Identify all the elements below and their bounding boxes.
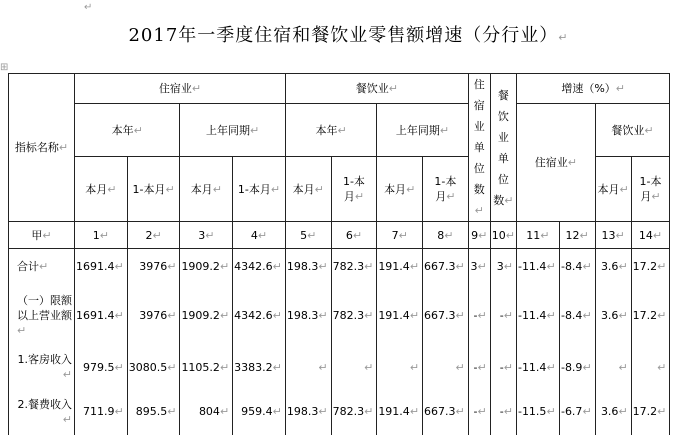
row-label: 合计↵ [9,249,75,285]
table-cell: 1909.2↵ [180,284,233,346]
table-cell: 1691.4↵ [75,284,128,346]
table-cell: 782.3↵ [331,249,377,285]
table-cell: ↵ [631,346,670,388]
growth-header: 增速（%）↵ [516,74,669,104]
table-cell: 3976↵ [127,284,180,346]
col-this-month: 本月↵ [377,157,423,222]
table-cell: 198.3↵ [285,388,331,435]
code-cell: 6↵ [331,222,377,249]
growth-lodging-header: 住宿业↵ [516,104,595,222]
code-cell: 3↵ [180,222,233,249]
lodging-header: 住宿业↵ [75,74,286,104]
table-cell: -11.4↵ [516,249,559,285]
catering-last-year: 上年同期↵ [377,104,468,157]
table-cell: 895.5↵ [127,388,180,435]
lodging-this-year: 本年↵ [75,104,180,157]
col-jan-to-month: 1-本 月↵ [423,157,469,222]
lodging-last-year: 上年同期↵ [180,104,285,157]
row-label: （一）限额以上营业额↵ [9,284,75,346]
table-cell: -8.4↵ [559,284,595,346]
table-cell: 17.2↵ [631,388,670,435]
column-code-row [9,222,670,249]
table-cell: 3.6↵ [595,284,631,346]
code-cell: 2↵ [127,222,180,249]
table-cell: 667.3↵ [423,284,469,346]
col-jan-to-month: 1-本 月↵ [331,157,377,222]
header-row-1 [9,74,670,104]
table-cell: 17.2↵ [631,249,670,285]
row-label: 2.餐费收入↵ [9,388,75,435]
table-cell: 667.3↵ [423,388,469,435]
table-cell: -8.4↵ [559,249,595,285]
table-cell: 3976↵ [127,249,180,285]
table-cell: -↵ [468,388,490,435]
table-cell: 3↵ [468,249,490,285]
table-cell: 3383.2↵ [233,346,286,388]
lodging-units-header: 住 宿 业 单 位 数↵ [468,74,490,222]
table-cell: 4342.6↵ [233,284,286,346]
title-text: 2017年一季度住宿和餐饮业零售额增速（分行业） [128,25,558,46]
code-cell: 11↵ [516,222,559,249]
table-cell: 191.4↵ [377,284,423,346]
catering-units-header: 餐 饮 业 单 位 数↵ [490,74,516,222]
growth-catering-header: 餐饮业↵ [595,104,670,157]
table-cell: 191.4↵ [377,388,423,435]
table-cell: ↵ [377,346,423,388]
col-jan-to-month: 1-本月↵ [233,157,286,222]
table-cell: -8.9↵ [559,346,595,388]
table-cell: 804↵ [180,388,233,435]
row-label: 1.客房收入↵ [9,346,75,388]
table-cell: 782.3↵ [331,284,377,346]
page-title [0,21,697,47]
table-cell: 711.9↵ [75,388,128,435]
code-cell: 7↵ [377,222,423,249]
code-cell: 14↵ [631,222,670,249]
table-row [9,284,670,346]
table-cell: 191.4↵ [377,249,423,285]
table-cell: 959.4↵ [233,388,286,435]
col-this-month: 本月↵ [75,157,128,222]
table-cell: ↵ [423,346,469,388]
data-table [8,73,670,435]
table-cell: 17.2↵ [631,284,670,346]
col-this-month: 本月↵ [285,157,331,222]
table-cell: ↵ [285,346,331,388]
paragraph-mark-icon: ↵ [558,31,568,44]
table-cell: -↵ [490,346,516,388]
indicator-header: 指标名称↵ [9,74,75,222]
table-body [9,249,670,435]
col-this-month: 本月↵ [595,157,631,222]
table-cell: 3.6↵ [595,388,631,435]
col-jan-to-month: 1-本月↵ [127,157,180,222]
code-cell: 1↵ [75,222,128,249]
code-cell: 12↵ [559,222,595,249]
col-this-month: 本月↵ [180,157,233,222]
table-row [9,249,670,285]
code-cell: 4↵ [233,222,286,249]
table-cell: 979.5↵ [75,346,128,388]
table-cell: -↵ [468,284,490,346]
col-jan-to-month: 1-本 月↵ [631,157,670,222]
code-cell: 13↵ [595,222,631,249]
table-cell: 3↵ [490,249,516,285]
table-cell: -11.5↵ [516,388,559,435]
table-cell: 1691.4↵ [75,249,128,285]
table-cell: ↵ [595,346,631,388]
code-cell-name: 甲↵ [9,222,75,249]
code-cell: 10↵ [490,222,516,249]
table-cell: 667.3↵ [423,249,469,285]
code-cell: 8↵ [423,222,469,249]
table-cell: -↵ [490,284,516,346]
table-cell: -6.7↵ [559,388,595,435]
table-cell: 198.3↵ [285,284,331,346]
table-row [9,388,670,435]
table-cell: -11.4↵ [516,284,559,346]
table-cell: 1105.2↵ [180,346,233,388]
table-anchor-icon: ⊞ [0,62,8,73]
table-cell: 3080.5↵ [127,346,180,388]
table-cell: ↵ [331,346,377,388]
code-cell: 9↵ [468,222,490,249]
table-cell: 782.3↵ [331,388,377,435]
header-row-2 [9,104,670,157]
table-cell: 1909.2↵ [180,249,233,285]
table-row [9,346,670,388]
table-cell: -↵ [490,388,516,435]
table-cell: 3.6↵ [595,249,631,285]
catering-header: 餐饮业↵ [285,74,468,104]
catering-this-year: 本年↵ [285,104,376,157]
table-cell: -11.4↵ [516,346,559,388]
paragraph-mark-icon: ↵ [84,2,92,13]
code-cell: 5↵ [285,222,331,249]
table-cell: 4342.6↵ [233,249,286,285]
table-cell: -↵ [468,346,490,388]
table-cell: 198.3↵ [285,249,331,285]
